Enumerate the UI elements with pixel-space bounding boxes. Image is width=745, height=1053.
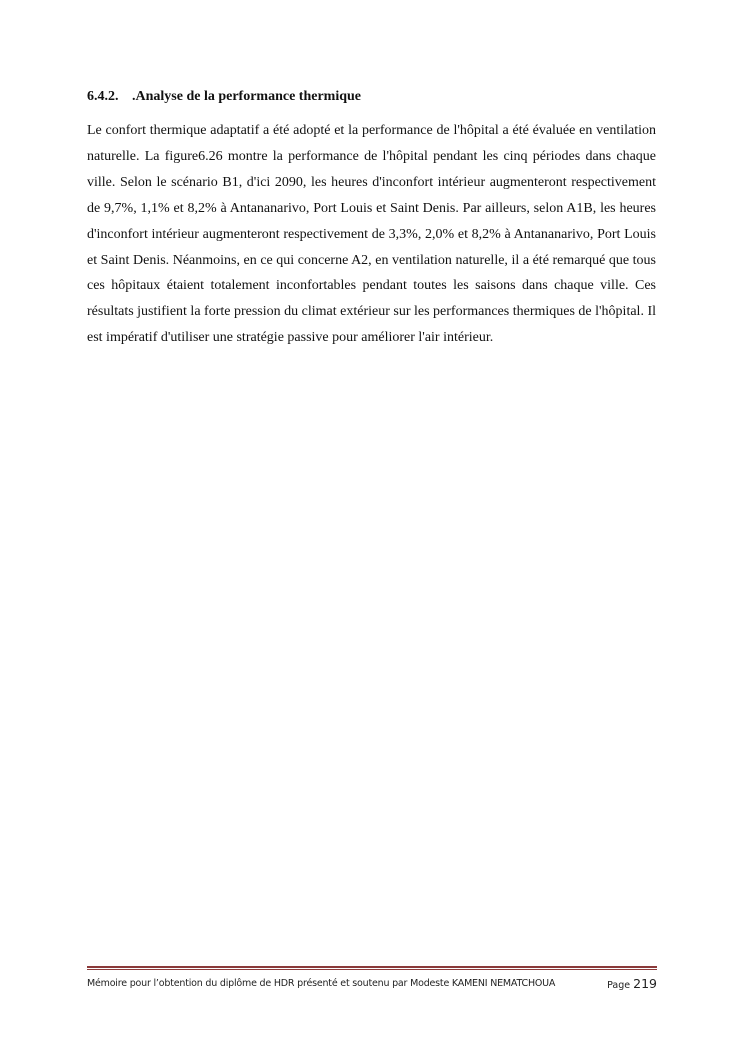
body-paragraph: Le confort thermique adaptatif a été adopté et la performance de l'hôpital a été évaluée en ventilation naturelle. La figure6.26 montre la performance de l'hôpital pendant les cinq périodes dans chaque ville. Selon le scénario B1, d'ici 2090, les heures d'inconfort intérieur augmenteront respectivement de 9,7%, 1,1% et 8,2% à Antananarivo, Port Louis et Saint Denis. Par ailleurs, selon A1B, les heures d'inconfort intérieur augmenteront respectivement de 3,3%, 2,0% et 8,2% à Antananarivo, Port Louis et Saint Denis. Néanmoins, en ce qui concerne A2, en ventilation naturelle, il a été remarqué que tous ces hôpitaux étaient totalement inconfortables pendant toutes les saisons dans chaque ville. Ces résultats justifient la forte pression du climat extérieur sur les performances thermiques de l'hôpital. Il est impératif d'utiliser une stratégie passive pour améliorer l'air intérieur.	[87, 123, 656, 346]
page-label: Page	[607, 980, 631, 991]
section-number: 6.4.2.	[87, 89, 119, 104]
page-indicator	[607, 976, 657, 994]
page-number: 219	[633, 976, 657, 991]
footer-divider	[87, 966, 657, 970]
page-footer	[87, 976, 657, 992]
footer-caption: Mémoire pour l’obtention du diplôme de HDR présenté et soutenu par Modeste KAMENI NEMATCHOUA	[87, 978, 556, 989]
section-heading	[87, 88, 657, 106]
section-title: .Analyse de la performance thermique	[132, 89, 362, 104]
